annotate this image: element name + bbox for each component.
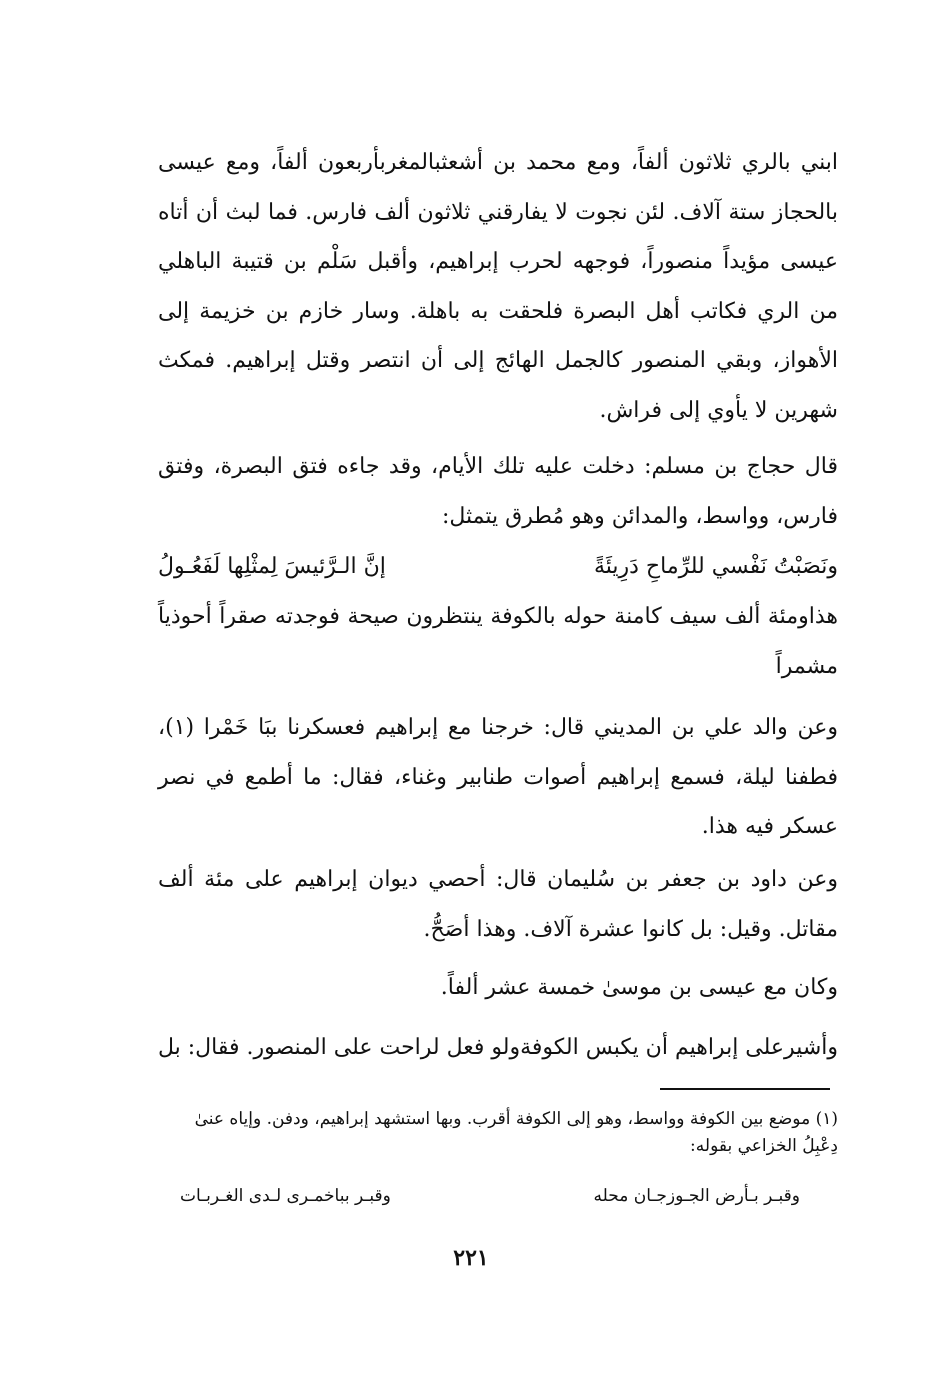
- verse-second-hemistich: إنَّ الـرَّئيسَ لِمثْلِها لَفَعُـولُ: [158, 554, 386, 579]
- paragraph-ali-madini: وعن والد علي بن المديني قال: خرجنا مع إبراهيم فعسكرنا ببَا خَمْرا (١)، فطفنا ليلة، فسمع إبراهيم أصوات طنابير وغناء، فقال: ما أطمع في نصر عسكر فيه هذا.: [158, 715, 838, 839]
- footnote-text: (١) موضع بين الكوفة وواسط، وهو إلى الكوفة أقرب. وبها استشهد إبراهيم، ودفن. وإياه عنىٰ دِعْبِلُ الخزاعي بقوله:: [194, 1109, 838, 1156]
- footnote-verse-first: وقبـر بـأرض الجـوزجـان محله: [593, 1186, 800, 1206]
- footnote-verse-second: وقبـر بباخمـرى لـدى الغـربـات: [180, 1186, 391, 1206]
- footnote-divider: [660, 1088, 830, 1090]
- footnote-verse: [180, 1183, 800, 1210]
- paragraph-kufa-advice: وأشيرعلى إبراهيم أن يكبس الكوفةولو فعل لراحت على المنصور. فقال: بل: [157, 1035, 838, 1060]
- page-number: ٢٢١: [453, 1245, 489, 1271]
- paragraph-isa-army: وكان مع عيسى بن موسىٰ خمسة عشر ألفاً.: [440, 975, 838, 1000]
- verse-first-hemistich: ونَصَبْتُ نَفْسي للرِّماحِ دَرِيئَةً: [593, 554, 838, 579]
- paragraph-hundred-thousand: هذاومئة ألف سيف كامنة حوله بالكوفة ينتظرون صيحة فوجدته صقراً أحوذياً مشمراً: [158, 604, 838, 679]
- paragraph-opening: ابني بالري ثلاثون ألفاً، ومع محمد بن أشعثبالمغربأربعون ألفاً، ومع عيسى بالحجاز ستة آلاف. لئن نجوت لا يفارقني ثلاثون ألف فارس. فما لبث أن أتاه عيسى مؤيداً منصوراً، فوجهه لحرب إبراهيم، وأقبل سَلْم بن قتيبة الباهلي من الري فكاتب أهل البصرة فلحقت به باهلة. وسار خازم بن خزيمة إلى الأهواز، وبقي المنصور كالجمل الهائج إلى أن انتصر وقتل إبراهيم. فمكث شهرين لا يأوي إلى فراش.: [158, 150, 838, 423]
- paragraph-dawud: وعن داود بن جعفر بن سُليمان قال: أحصي ديوان إبراهيم على مئة ألف مقاتل. وقيل: بل كانوا عشرة آلاف. وهذا أصَحُّ.: [158, 867, 838, 942]
- poem-verse: [158, 542, 838, 592]
- paragraph-hajjaj: قال حجاج بن مسلم: دخلت عليه تلك الأيام، وقد جاءه فتق البصرة، وفتق فارس، وواسط، والمدائن وهو مُطرق يتمثل:: [158, 454, 838, 529]
